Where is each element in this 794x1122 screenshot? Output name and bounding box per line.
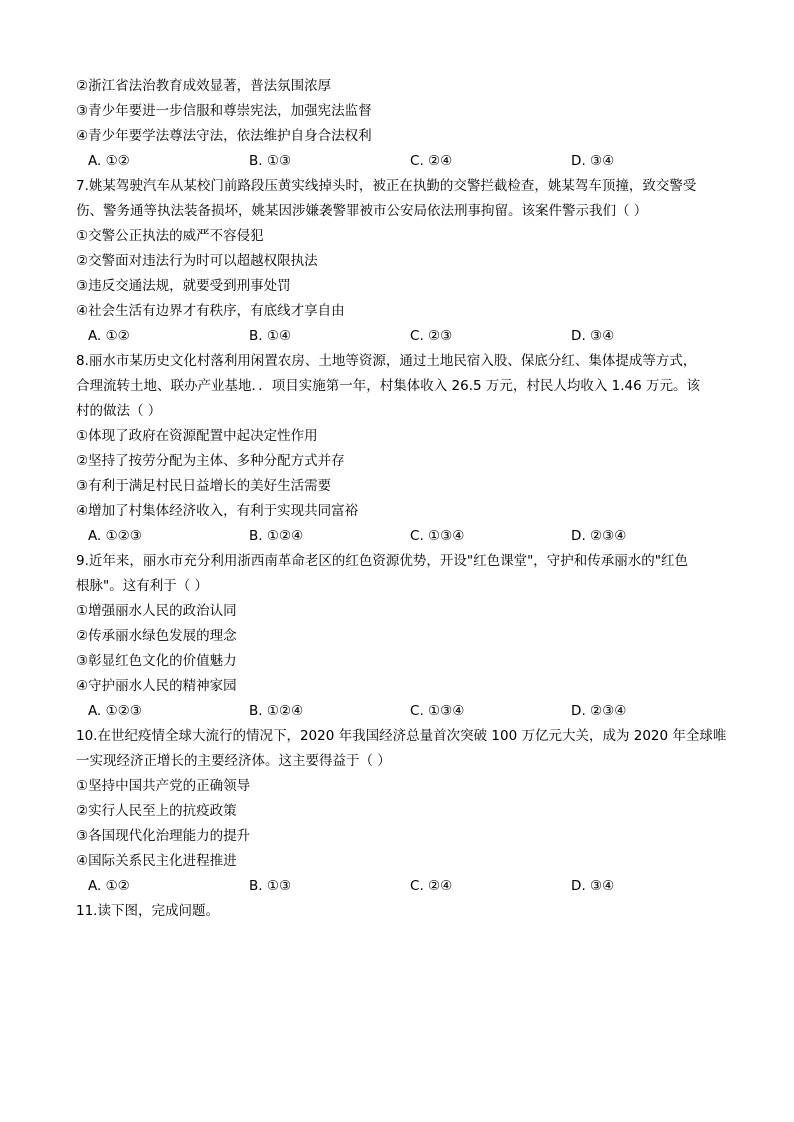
q8-option-b[interactable]: B. ①②④ [249, 528, 304, 544]
q10-option-d[interactable]: D. ③④ [571, 878, 615, 894]
q10-option-c[interactable]: C. ②④ [410, 878, 453, 894]
q7-stem-line-2: 伤、警务通等执法装备损坏，姚某因涉嫌袭警罪被市公安局依法刑事拘留。该案件警示我们（ ） [76, 203, 648, 219]
q8-stem-line-2: 合理流转土地、联办产业基地．．项目实施第一年，村集体收入 26.5 万元，村民人均收入 1.46 万元。该 [76, 378, 701, 394]
q9-option-a[interactable]: A. ①②③ [88, 703, 142, 719]
q8-item-4: ④增加了村集体经济收入，有利于实现共同富裕 [76, 503, 359, 519]
question-9 [76, 549, 734, 724]
q8-stem-line-3: 村的做法（ ） [76, 403, 162, 419]
q11-stem-line-1: 11.读下图，完成问题。 [76, 903, 219, 919]
q8-option-c[interactable]: C. ①③④ [410, 528, 465, 544]
q9-stem-line-2: 根脉"。这有利于（ ） [76, 578, 209, 594]
q9-item-2: ②传承丽水绿色发展的理念 [76, 628, 237, 644]
q6-option-c[interactable]: C. ②④ [410, 153, 453, 169]
q8-item-2: ②坚持了按劳分配为主体、多种分配方式并存 [76, 453, 345, 469]
q7-option-d[interactable]: D. ③④ [571, 328, 615, 344]
q10-item-2: ②实行人民至上的抗疫政策 [76, 803, 237, 819]
q6-item-3: ③青少年要进一步信服和尊崇宪法，加强宪法监督 [76, 103, 372, 119]
q6-option-b[interactable]: B. ①③ [249, 153, 292, 169]
q8-options [76, 524, 734, 549]
q7-option-c[interactable]: C. ②③ [410, 328, 453, 344]
q7-option-b[interactable]: B. ①④ [249, 328, 292, 344]
q8-item-1: ①体现了政府在资源配置中起决定性作用 [76, 428, 318, 444]
q9-item-3: ③彰显红色文化的价值魅力 [76, 653, 237, 669]
question-7 [76, 174, 734, 349]
question-8 [76, 349, 734, 549]
q8-stem-line-1: 8.丽水市某历史文化村落利用闲置农房、土地等资源，通过土地民宿入股、保底分红、集体提成等方式， [76, 353, 697, 369]
question-11 [76, 899, 734, 924]
question-10 [76, 724, 734, 899]
q8-option-d[interactable]: D. ②③④ [571, 528, 627, 544]
q7-options [76, 324, 734, 349]
q10-stem-line-2: 一实现经济正增长的主要经济体。这主要得益于（ ） [76, 753, 391, 769]
question-6 [76, 74, 734, 174]
q10-option-a[interactable]: A. ①② [88, 878, 130, 894]
q9-options [76, 699, 734, 724]
q6-option-a[interactable]: A. ①② [88, 153, 130, 169]
q7-option-a[interactable]: A. ①② [88, 328, 130, 344]
q10-item-1: ①坚持中国共产党的正确领导 [76, 778, 251, 794]
q6-options [76, 149, 734, 174]
q7-item-1: ①交警公正执法的威严不容侵犯 [76, 228, 264, 244]
q9-option-d[interactable]: D. ②③④ [571, 703, 627, 719]
q6-option-d[interactable]: D. ③④ [571, 153, 615, 169]
q7-item-2: ②交警面对违法行为时可以超越权限执法 [76, 253, 318, 269]
q6-item-4: ④青少年要学法尊法守法，依法维护自身合法权利 [76, 128, 372, 144]
q9-stem-line-1: 9.近年来，丽水市充分利用浙西南革命老区的红色资源优势，开设"红色课堂"，守护和传承丽水的"红色 [76, 553, 689, 569]
q9-item-1: ①增强丽水人民的政治认同 [76, 603, 237, 619]
q6-item-2: ②浙江省法治教育成效显著，普法氛围浓厚 [76, 78, 332, 94]
q9-option-c[interactable]: C. ①③④ [410, 703, 465, 719]
q10-option-b[interactable]: B. ①③ [249, 878, 292, 894]
q10-item-4: ④国际关系民主化进程推进 [76, 853, 237, 869]
q7-item-3: ③违反交通法规，就要受到刑事处罚 [76, 278, 291, 294]
q10-stem-line-1: 10.在世纪疫情全球大流行的情况下，2020 年我国经济总量首次突破 100 万亿元大关，成为 2020 年全球唯 [76, 728, 727, 744]
q10-item-3: ③各国现代化治理能力的提升 [76, 828, 251, 844]
q7-item-4: ④社会生活有边界才有秩序，有底线才享自由 [76, 303, 345, 319]
q7-stem-line-1: 7.姚某驾驶汽车从某校门前路段压黄实线掉头时，被正在执勤的交警拦截检查，姚某驾车顶撞，致交警受 [76, 178, 697, 194]
q9-item-4: ④守护丽水人民的精神家园 [76, 678, 237, 694]
q9-option-b[interactable]: B. ①②④ [249, 703, 304, 719]
q8-item-3: ③有利于满足村民日益增长的美好生活需要 [76, 478, 332, 494]
q10-options [76, 874, 734, 899]
q8-option-a[interactable]: A. ①②③ [88, 528, 142, 544]
